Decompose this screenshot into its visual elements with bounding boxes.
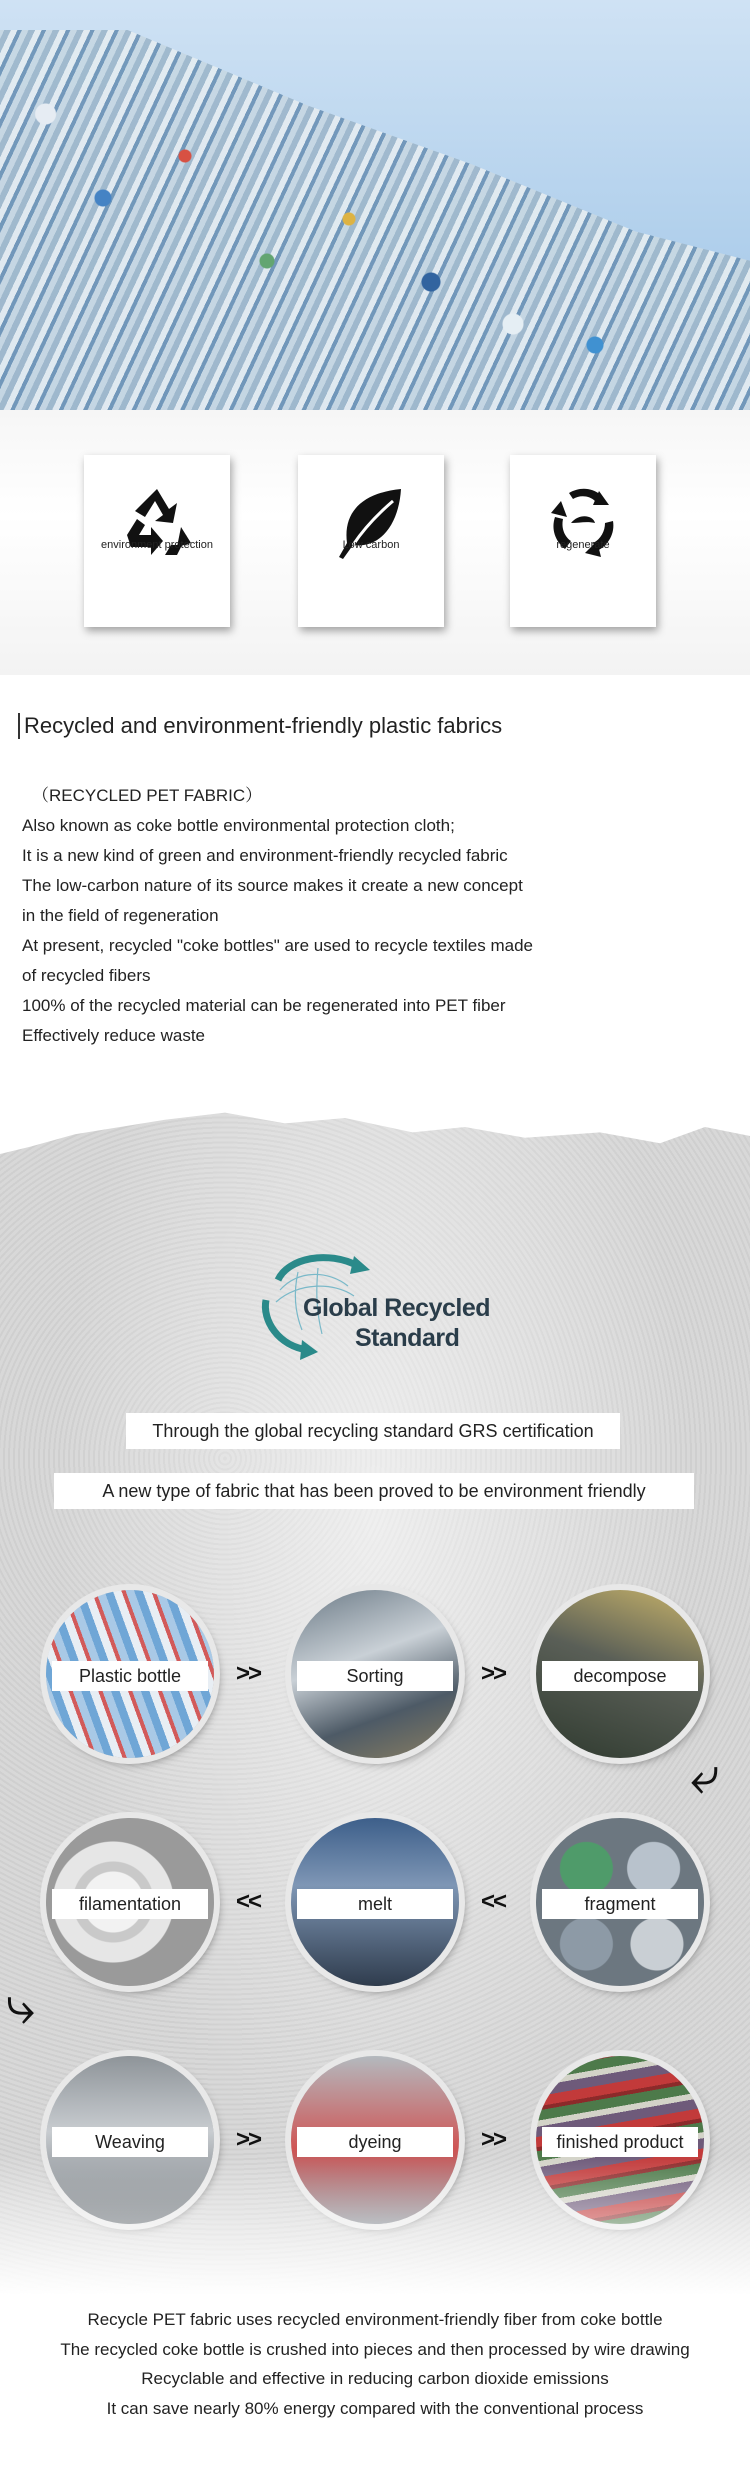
recycle-icon [117,483,197,563]
process-arrow-forward: >> [236,2126,261,2153]
process-step-label: fragment [542,1889,698,1919]
process-step-label: Sorting [297,1661,453,1691]
hero-image [0,0,750,410]
footer-line: Recycle PET fabric uses recycled environment-friendly fiber from coke bottle [87,2310,663,2329]
turn-arrow-icon: ⤷ [6,1977,36,2035]
feature-label: Low carbon [342,539,400,551]
intro-line: （RECYCLED PET FABRIC） [32,786,263,805]
process-step-sorting [291,1590,459,1758]
process-step-label: Plastic bottle [52,1661,208,1691]
process-step-label: melt [297,1889,453,1919]
grs-logo-line1: Global Recycled [303,1294,491,1322]
footer-line: It can save nearly 80% energy compared with the conventional process [106,2398,644,2418]
process-step-label: finished product [542,2127,698,2157]
process-step-label: Weaving [52,2127,208,2157]
intro-section [0,675,750,1095]
process-arrow-back: << [236,1888,261,1915]
grs-logo-line2: Standard [355,1324,460,1352]
torn-edge-decoration [0,1100,750,1190]
section-title: Recycled and environment-friendly plastic fabrics [18,713,502,739]
process-arrow-forward: >> [236,1660,261,1687]
intro-line: Effectively reduce waste [22,1026,205,1045]
feature-card-regenerate [510,455,656,627]
footer-line: The recycled coke bottle is crushed into pieces and then processed by wire drawing [60,2339,690,2359]
grs-logo [258,1250,498,1360]
feature-label: regenerate [556,539,610,551]
footer-line: Recyclable and effective in reducing carbon dioxide emissions [141,2369,609,2388]
process-step-label: dyeing [297,2127,453,2157]
process-step-label: decompose [542,1661,698,1691]
process-step-filamentation [46,1818,214,1986]
feature-card-low-carbon [298,455,444,627]
process-arrow-forward: >> [481,2126,506,2153]
process-step-fragment [536,1818,704,1986]
process-step-melt [291,1818,459,1986]
grs-banner: A new type of fabric that has been proved to be environment friendly [54,1473,694,1509]
process-arrow-back: << [481,1888,506,1915]
process-section [0,1100,750,2295]
intro-line: in the field of regeneration [22,906,219,925]
intro-line: At present, recycled "coke bottles" are used to recycle textiles made [22,936,533,955]
feature-label: environment protection [101,539,213,551]
process-step-plastic-bottle [46,1590,214,1758]
feature-strip [0,410,750,675]
cycle-arrows-icon [543,483,623,563]
footer-text [0,2305,750,2423]
fade-decoration [0,2155,750,2295]
intro-paragraph [22,781,533,1051]
process-arrow-forward: >> [481,1660,506,1687]
intro-line: of recycled fibers [22,966,151,985]
intro-line: Also known as coke bottle environmental protection cloth; [22,816,455,835]
feature-card-environment [84,455,230,627]
grs-banner: Through the global recycling standard GRS certification [126,1413,620,1449]
intro-line: It is a new kind of green and environment-friendly recycled fabric [22,846,508,865]
intro-line: 100% of the recycled material can be regenerated into PET fiber [22,996,506,1015]
plastic-bottle-pile [0,30,750,410]
process-step-label: filamentation [52,1889,208,1919]
turn-arrow-icon: ⤶ [690,1747,720,1805]
intro-line: The low-carbon nature of its source makes it create a new concept [22,876,523,895]
leaf-icon [331,483,411,563]
process-step-decompose [536,1590,704,1758]
